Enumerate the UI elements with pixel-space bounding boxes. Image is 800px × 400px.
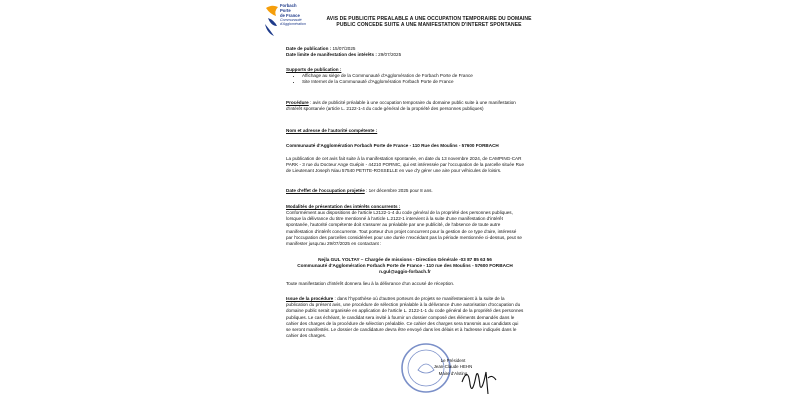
signatory: Le Président Jean-Claude HEHN Maire d'Alsting bbox=[433, 358, 473, 376]
list-item: • Affichage au siège de la Communauté d'Agglomération de Forbach Porte de France bbox=[302, 73, 524, 79]
logo-wordmark: Forbach Porte de France Communauté d'Agglomération bbox=[280, 3, 306, 27]
modalities-heading: Modalités de présentation des intérêts concurrents : bbox=[286, 204, 401, 209]
publication-dates: Date de publication : 15/07/2025 Date limite de manifestation des intérêts : 29/07/2025 bbox=[286, 46, 402, 58]
effect-date: Date d'effet de l'occupation projetée : 1er décembre 2025 pour 8 ans. bbox=[286, 188, 433, 193]
issue-paragraph: Issue de la procédure : dans l'hypothèse où d'autres porteurs de projets se manifesteraient à la suite de la publication du présent avis, une procédure de sélection préalable à la délivrance d'une autorisation d'occupation du domaine public serait organisée en application de l'article L. 2122-1-1 du code général de la propriété des personnes publiques. Le cas échéant, le candidat sera invité à fournir un dossier composé des éléments demandés dans le cahier des charges de la procédure de sélection préalable. Ce cahier des charges sera transmis aux candidats qui se seront manifestés. Le dossier de candidature devra être envoyé dans les délais et à l'adresse indiqués dans le cahier des charges. bbox=[286, 296, 524, 339]
context-paragraph: La publication de cet avis fait suite à la manifestation spontanée, en date du 13 novembre 2024, de CAMPING-CAR PARK - 3 rue du Docteur Ange Guépin - 44210 PORNIC, qui est intéressée par l'occupation de la parcelle située Rue de Lieutenant Joseph Niau 57540 PETITE-ROSSELLE en vue d'y gérer une aire pour véhicules de loisirs. bbox=[286, 156, 525, 174]
supports-heading: Supports de publication : bbox=[286, 67, 342, 72]
authority-name: Communauté d'Agglomération Forbach Porte de France - 110 Rue des Moulins - 57600 FORBACH bbox=[286, 143, 499, 148]
handwritten-signature bbox=[458, 362, 498, 398]
list-item: • Site Internet de la Communauté d'Agglomération Forbach Porte de France bbox=[302, 79, 524, 85]
contact-address: Communauté d'Agglomération Forbach Porte de France - 110 rue des Moulins - 57600 FORBACH bbox=[297, 263, 513, 269]
authority-heading: Nom et adresse de l'autorité compétente : bbox=[286, 128, 378, 133]
contact-email[interactable]: n.gul@aggio-forbach.fr bbox=[379, 269, 431, 275]
modalities-paragraph: Conformément aux dispositions de l'article L2122-1-4 du code général de la propriété des personnes publiques, lorsque la délivrance du titre mentionné à l'article L.2122-1 intervient à la suite d'une manifestation d'intérêt spontanée, l'autorité compétente doit s'assurer au préalable par une publicité, de l'absence de toute autre manifestation d'intérêt concurrente. Tout porteur d'un projet concurrent pour la gestion de ce type d'aire, intéressé par l'occupation des parcelles considérées pour une durée n'excédant pas la période mentionnée ci-dessus, peut se manifester jusqu'au 29/07/2025 en contactant : bbox=[286, 210, 522, 247]
receipt-notice: Toute manifestation d'intérêt donnera lieu à la délivrance d'un accusé de réception. bbox=[286, 281, 455, 286]
document-page bbox=[250, 0, 550, 400]
supports-list bbox=[292, 73, 524, 85]
contact-block bbox=[286, 257, 524, 276]
document-title: AVIS DE PUBLICITE PREALABLE A UNE OCCUPATION TEMPORAIRE DU DOMAINE PUBLIC CONCEDE SUITE A UNE MANIFESTATION D'INTERET SPONTANEE bbox=[326, 16, 532, 29]
procedure-paragraph: Procédure : avis de publicité préalable à une occupation temporaire du domaine public suite à une manifestation d'intérêt spontanée (article L. 2122-1-4 du code général de la propriété des personnes publiques) bbox=[286, 100, 516, 112]
contact-name: Nejla GUL YOLTAY – Chargée de missions - Direction Générale -03 87 85 63 56 bbox=[318, 257, 492, 262]
